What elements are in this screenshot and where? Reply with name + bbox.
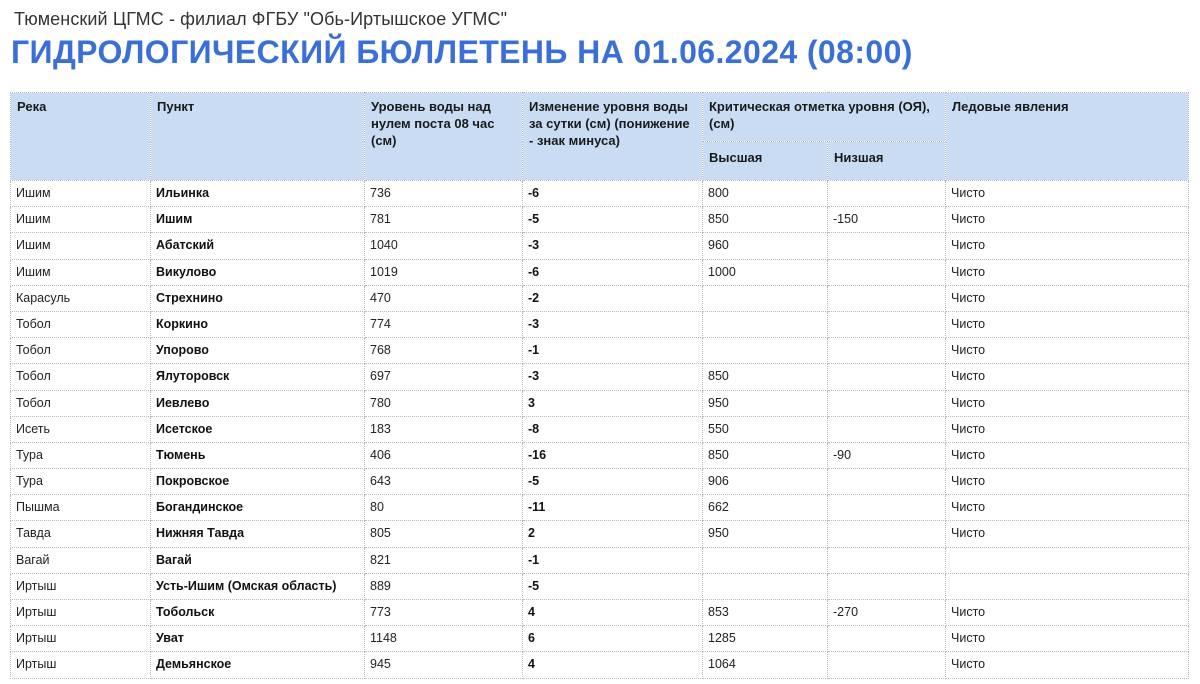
cell-ice: Чисто — [946, 495, 1189, 521]
cell-change: -6 — [523, 181, 703, 207]
cell-level: 889 — [365, 573, 523, 599]
cell-river: Тобол — [11, 311, 151, 337]
table-row — [11, 285, 1189, 311]
cell-ice: Чисто — [946, 390, 1189, 416]
cell-level: 1019 — [365, 259, 523, 285]
cell-ice: Чисто — [946, 233, 1189, 259]
cell-critical-low — [828, 652, 946, 678]
cell-river: Ишим — [11, 259, 151, 285]
cell-critical-high — [703, 311, 828, 337]
table-row — [11, 233, 1189, 259]
cell-critical-high: 1064 — [703, 652, 828, 678]
cell-point: Тобольск — [151, 600, 365, 626]
cell-level: 183 — [365, 416, 523, 442]
cell-critical-low — [828, 416, 946, 442]
cell-critical-low — [828, 285, 946, 311]
cell-critical-high: 850 — [703, 364, 828, 390]
table-row — [11, 390, 1189, 416]
cell-critical-high: 950 — [703, 390, 828, 416]
table-body — [11, 181, 1189, 679]
cell-critical-low: -90 — [828, 442, 946, 468]
cell-critical-low — [828, 547, 946, 573]
cell-point: Вагай — [151, 547, 365, 573]
cell-change: 4 — [523, 652, 703, 678]
cell-point: Усть-Ишим (Омская область) — [151, 573, 365, 599]
cell-river: Тура — [11, 469, 151, 495]
cell-point: Викулово — [151, 259, 365, 285]
cell-ice: Чисто — [946, 442, 1189, 468]
cell-ice — [946, 547, 1189, 573]
cell-critical-low — [828, 521, 946, 547]
table-row — [11, 652, 1189, 678]
cell-change: -3 — [523, 311, 703, 337]
cell-level: 406 — [365, 442, 523, 468]
cell-critical-low — [828, 233, 946, 259]
cell-level: 470 — [365, 285, 523, 311]
cell-change: 3 — [523, 390, 703, 416]
cell-critical-low — [828, 181, 946, 207]
cell-river: Иртыш — [11, 652, 151, 678]
col-header-critical-low: Низшая — [828, 142, 946, 181]
cell-ice: Чисто — [946, 521, 1189, 547]
cell-point: Иевлево — [151, 390, 365, 416]
cell-critical-low — [828, 364, 946, 390]
cell-critical-low — [828, 338, 946, 364]
cell-point: Упорово — [151, 338, 365, 364]
table-row — [11, 547, 1189, 573]
cell-level: 774 — [365, 311, 523, 337]
cell-critical-high — [703, 338, 828, 364]
cell-ice: Чисто — [946, 259, 1189, 285]
cell-point: Ильинка — [151, 181, 365, 207]
cell-point: Демьянское — [151, 652, 365, 678]
cell-level: 1040 — [365, 233, 523, 259]
cell-critical-low — [828, 626, 946, 652]
cell-river: Тобол — [11, 364, 151, 390]
cell-river: Ишим — [11, 207, 151, 233]
cell-river: Тавда — [11, 521, 151, 547]
col-header-critical: Критическая отметка уровня (ОЯ), (см) — [703, 93, 946, 142]
cell-change: 4 — [523, 600, 703, 626]
cell-critical-high: 1285 — [703, 626, 828, 652]
page-title: ГИДРОЛОГИЧЕСКИЙ БЮЛЛЕТЕНЬ НА 01.06.2024 (08:00) — [11, 34, 913, 70]
cell-level: 643 — [365, 469, 523, 495]
table-row — [11, 181, 1189, 207]
cell-change: -3 — [523, 233, 703, 259]
cell-point: Абатский — [151, 233, 365, 259]
cell-level: 80 — [365, 495, 523, 521]
cell-critical-high: 1000 — [703, 259, 828, 285]
cell-level: 736 — [365, 181, 523, 207]
cell-change: -8 — [523, 416, 703, 442]
col-header-ice: Ледовые явления — [946, 93, 1189, 181]
table-row — [11, 364, 1189, 390]
cell-point: Исетское — [151, 416, 365, 442]
cell-change: -3 — [523, 364, 703, 390]
table-row — [11, 338, 1189, 364]
cell-level: 780 — [365, 390, 523, 416]
cell-critical-high: 853 — [703, 600, 828, 626]
cell-change: -2 — [523, 285, 703, 311]
cell-ice: Чисто — [946, 469, 1189, 495]
cell-critical-high: 950 — [703, 521, 828, 547]
cell-change: 2 — [523, 521, 703, 547]
hydrology-table — [10, 92, 1189, 679]
table-row — [11, 626, 1189, 652]
cell-river: Тура — [11, 442, 151, 468]
cell-critical-high: 960 — [703, 233, 828, 259]
cell-critical-low — [828, 495, 946, 521]
cell-ice: Чисто — [946, 626, 1189, 652]
cell-change: 6 — [523, 626, 703, 652]
cell-critical-high: 850 — [703, 442, 828, 468]
cell-river: Тобол — [11, 338, 151, 364]
cell-river: Иртыш — [11, 600, 151, 626]
cell-critical-high: 550 — [703, 416, 828, 442]
table-row — [11, 521, 1189, 547]
cell-critical-low: -270 — [828, 600, 946, 626]
cell-point: Нижняя Тавда — [151, 521, 365, 547]
cell-critical-high: 850 — [703, 207, 828, 233]
col-header-river: Река — [11, 93, 151, 181]
table-row — [11, 207, 1189, 233]
cell-critical-low: -150 — [828, 207, 946, 233]
col-header-point: Пункт — [151, 93, 365, 181]
cell-river: Вагай — [11, 547, 151, 573]
cell-river: Тобол — [11, 390, 151, 416]
cell-level: 805 — [365, 521, 523, 547]
col-header-critical-high: Высшая — [703, 142, 828, 181]
cell-ice: Чисто — [946, 338, 1189, 364]
cell-ice: Чисто — [946, 652, 1189, 678]
table-row — [11, 311, 1189, 337]
table-row — [11, 469, 1189, 495]
cell-ice: Чисто — [946, 416, 1189, 442]
cell-critical-low — [828, 259, 946, 285]
table-row — [11, 442, 1189, 468]
cell-critical-high — [703, 573, 828, 599]
cell-critical-high: 906 — [703, 469, 828, 495]
cell-point: Коркино — [151, 311, 365, 337]
cell-change: -6 — [523, 259, 703, 285]
cell-level: 768 — [365, 338, 523, 364]
cell-critical-low — [828, 311, 946, 337]
cell-river: Ишим — [11, 233, 151, 259]
cell-ice: Чисто — [946, 364, 1189, 390]
cell-point: Богандинское — [151, 495, 365, 521]
cell-river: Иртыш — [11, 573, 151, 599]
cell-critical-high: 662 — [703, 495, 828, 521]
table-row — [11, 600, 1189, 626]
cell-level: 781 — [365, 207, 523, 233]
cell-level: 773 — [365, 600, 523, 626]
col-header-level: Уровень воды над нулем поста 08 час (см) — [365, 93, 523, 181]
cell-change: -5 — [523, 573, 703, 599]
cell-critical-high — [703, 547, 828, 573]
cell-change: -16 — [523, 442, 703, 468]
cell-level: 821 — [365, 547, 523, 573]
table-row — [11, 259, 1189, 285]
cell-level: 697 — [365, 364, 523, 390]
cell-point: Уват — [151, 626, 365, 652]
cell-change: -1 — [523, 338, 703, 364]
cell-river: Ишим — [11, 181, 151, 207]
cell-critical-low — [828, 469, 946, 495]
table-row — [11, 573, 1189, 599]
cell-river: Исеть — [11, 416, 151, 442]
cell-change: -5 — [523, 469, 703, 495]
cell-level: 1148 — [365, 626, 523, 652]
col-header-change: Изменение уровня воды за сутки (см) (понижение - знак минуса) — [523, 93, 703, 181]
cell-ice: Чисто — [946, 181, 1189, 207]
cell-ice: Чисто — [946, 311, 1189, 337]
cell-ice: Чисто — [946, 207, 1189, 233]
cell-ice: Чисто — [946, 600, 1189, 626]
cell-change: -5 — [523, 207, 703, 233]
cell-critical-high — [703, 285, 828, 311]
cell-ice: Чисто — [946, 285, 1189, 311]
table-row — [11, 495, 1189, 521]
cell-critical-low — [828, 390, 946, 416]
cell-critical-low — [828, 573, 946, 599]
cell-change: -1 — [523, 547, 703, 573]
cell-point: Ялуторовск — [151, 364, 365, 390]
cell-point: Тюмень — [151, 442, 365, 468]
cell-point: Ишим — [151, 207, 365, 233]
cell-point: Стрехнино — [151, 285, 365, 311]
cell-river: Пышма — [11, 495, 151, 521]
cell-critical-high: 800 — [703, 181, 828, 207]
cell-level: 945 — [365, 652, 523, 678]
organization-name: Тюменский ЦГМС - филиал ФГБУ "Обь-Иртышское УГМС" — [14, 9, 508, 29]
table-row — [11, 416, 1189, 442]
cell-river: Иртыш — [11, 626, 151, 652]
cell-point: Покровское — [151, 469, 365, 495]
cell-river: Карасуль — [11, 285, 151, 311]
cell-ice — [946, 573, 1189, 599]
cell-change: -11 — [523, 495, 703, 521]
